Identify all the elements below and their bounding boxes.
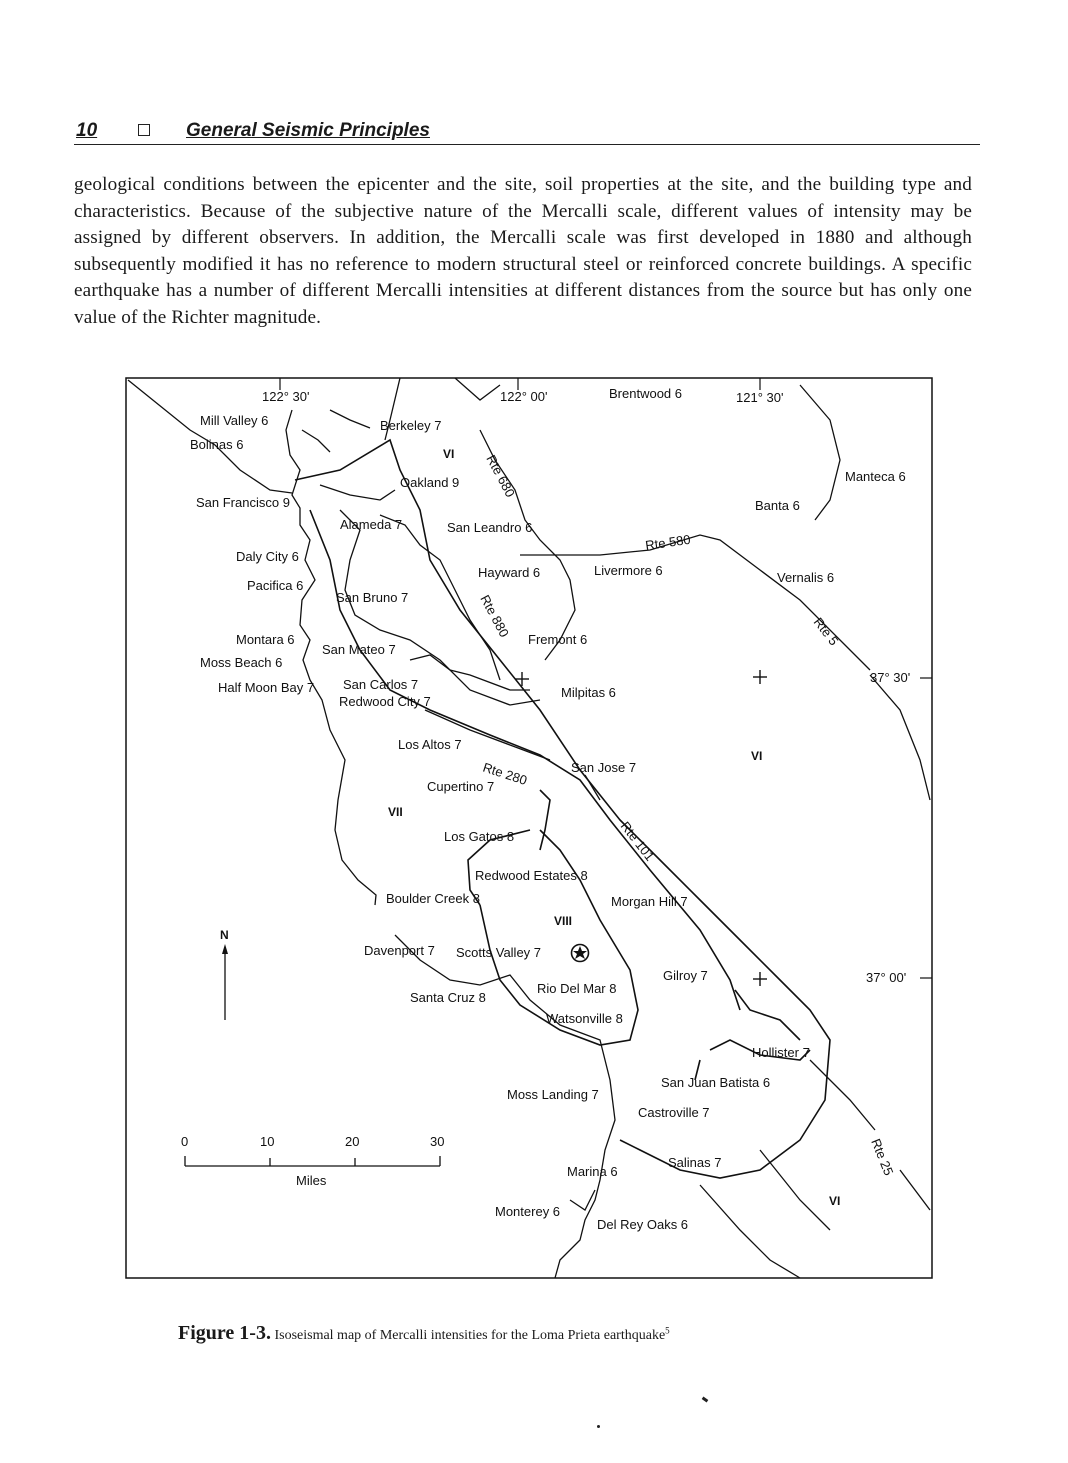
place-label: Davenport 7	[364, 943, 435, 958]
place-label: Milpitas 6	[561, 685, 616, 700]
place-label: Morgan Hill 7	[611, 894, 688, 909]
place-label: Brentwood 6	[609, 386, 682, 401]
coord-121-30: 121° 30'	[736, 390, 784, 405]
place-label: Watsonville 8	[546, 1011, 623, 1026]
place-label: Scotts Valley 7	[456, 945, 542, 960]
place-label: Berkeley 7	[380, 418, 442, 433]
place-label: San Carlos 7	[343, 677, 419, 692]
place-label: Livermore 6	[594, 563, 663, 578]
scale-bar	[185, 1156, 440, 1166]
place-label: San Juan Batista 6	[661, 1075, 771, 1090]
scan-speck	[597, 1425, 600, 1428]
place-label: Boulder Creek 8	[386, 891, 480, 906]
scale-unit: Miles	[296, 1173, 327, 1188]
place-label: Los Gatos 8	[444, 829, 515, 844]
north-label: N	[220, 928, 229, 942]
place-label: Hayward 6	[478, 565, 541, 580]
scale-tick-label: 30	[430, 1134, 445, 1149]
scale-tick-label: 20	[345, 1134, 360, 1149]
place-label: Pacifica 6	[247, 578, 304, 593]
zone-label: VII	[388, 805, 403, 819]
place-label: Alameda 7	[340, 517, 403, 532]
chapter-title: General Seismic Principles	[186, 120, 430, 141]
place-label: San Leandro 6	[447, 520, 533, 535]
place-label: San Jose 7	[571, 760, 637, 775]
route-label: Rte 280	[481, 759, 530, 788]
place-label: Gilroy 7	[663, 968, 708, 983]
epicenter-icon	[572, 945, 589, 962]
place-label: Santa Cruz 8	[410, 990, 486, 1005]
route-label: Rte 101	[617, 818, 658, 864]
place-label: Moss Beach 6	[200, 655, 283, 670]
place-label: Castroville 7	[638, 1105, 710, 1120]
place-label: Del Rey Oaks 6	[597, 1217, 689, 1232]
zone-label: VIII	[554, 914, 573, 928]
cross-markers	[515, 670, 767, 986]
scale-tick-label: 10	[260, 1134, 275, 1149]
place-label: Rio Del Mar 8	[537, 981, 617, 996]
coastlines	[128, 380, 615, 1278]
place-label: Marina 6	[567, 1164, 618, 1179]
figure-caption	[178, 1322, 670, 1345]
zone-label: VI	[443, 447, 455, 461]
page-number: 10	[76, 120, 98, 141]
coord-37-30: 37° 30'	[870, 670, 911, 685]
body-paragraph: geological conditions between the epicenter and the site, soil properties at the site, and the building type and characteristics. Because of the subjective nature of the Mercalli scale, different values of intensity may be assigned by different observers. In addition, the Mercalli scale was first developed in 1880 and although subsequently modified it has no reference to modern structural steel or reinforced concrete buildings. A specific earthquake has a number of different Mercalli intensities at different distances from the source but has only one value of the Richter magnitude.	[74, 174, 972, 328]
place-label: Manteca 6	[845, 469, 906, 484]
place-label: San Mateo 7	[322, 642, 396, 657]
place-label: Half Moon Bay 7	[218, 680, 315, 695]
place-label: Daly City 6	[236, 549, 299, 564]
route-label: Rte 580	[644, 531, 692, 553]
coord-122-30: 122° 30'	[262, 389, 310, 404]
place-label: Salinas 7	[668, 1155, 722, 1170]
place-label: Vernalis 6	[777, 570, 835, 585]
place-label: Montara 6	[236, 632, 295, 647]
place-label: Fremont 6	[528, 632, 588, 647]
map-frame	[126, 378, 932, 1278]
place-label: Bolinas 6	[190, 437, 244, 452]
route-label: Rte 5	[810, 614, 842, 649]
route-label: Rte 880	[477, 592, 512, 640]
intensity-contours	[295, 440, 830, 1178]
place-label: Redwood City 7	[339, 694, 431, 709]
coord-37-00: 37° 00'	[866, 970, 907, 985]
caption-ref: 5	[665, 1325, 670, 1336]
caption-text: Isoseismal map of Mercalli intensities for the Loma Prieta earthquake	[274, 1328, 666, 1343]
place-label: Monterey 6	[495, 1204, 561, 1219]
route-label: Rte 25	[868, 1136, 897, 1178]
place-label: Redwood Estates 8	[475, 868, 588, 883]
place-label: San Francisco 9	[196, 495, 290, 510]
scale-tick-label: 0	[181, 1134, 189, 1149]
zone-label: VI	[751, 749, 763, 763]
place-label: Hollister 7	[752, 1045, 810, 1060]
place-label: Los Altos 7	[398, 737, 462, 752]
north-arrow-icon	[222, 944, 228, 1020]
place-label: Banta 6	[755, 498, 800, 513]
place-label: Oakland 9	[400, 475, 460, 490]
place-label: Cupertino 7	[427, 779, 495, 794]
place-label: San Bruno 7	[336, 590, 409, 605]
zone-label: VI	[829, 1194, 841, 1208]
coord-122-00: 122° 00'	[500, 389, 548, 404]
figure-label: Figure 1-3.	[178, 1322, 271, 1344]
route-label: Rte 680	[483, 452, 518, 500]
place-label: Moss Landing 7	[507, 1087, 599, 1102]
route-lines	[385, 378, 930, 1278]
place-label: Mill Valley 6	[200, 413, 269, 428]
